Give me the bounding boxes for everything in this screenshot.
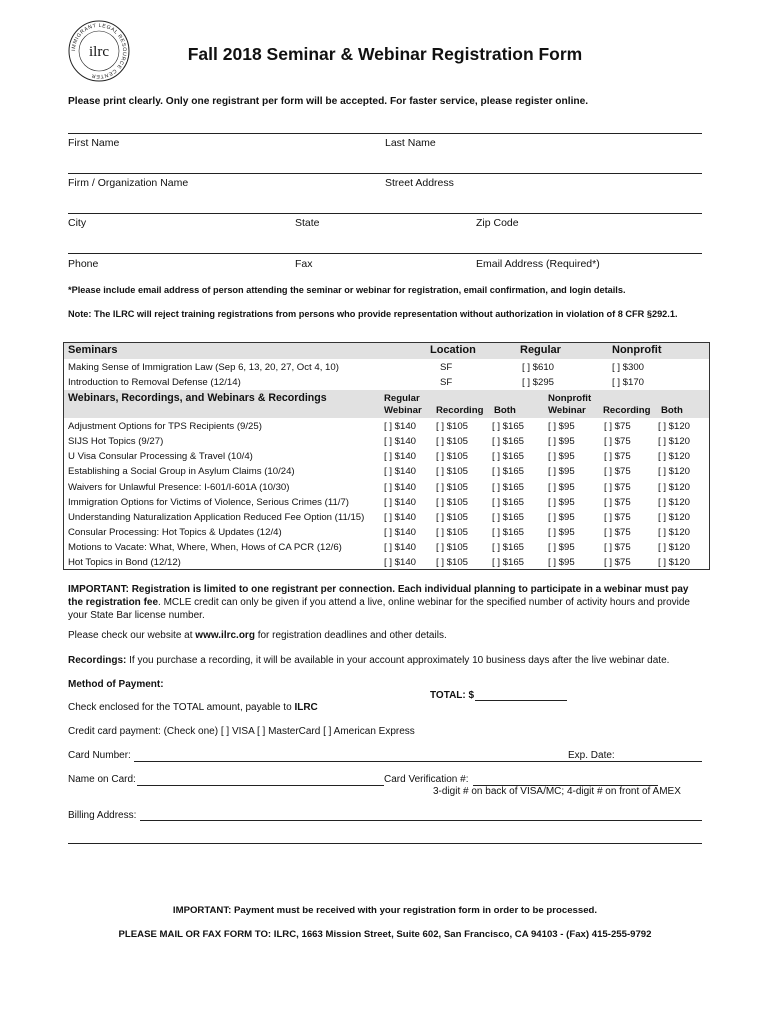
col-nonprofit: Nonprofit [612,344,662,356]
webinar-name: Understanding Naturalization Application Reduced Fee Option (11/15) [68,511,365,523]
webinar-name: Consular Processing: Hot Topics & Updates (12/4) [68,527,282,539]
seminar-regular-option[interactable]: [ ] $610 [522,362,555,373]
nonprofit-recording-option[interactable]: [ ] $75 [604,496,631,508]
regular-both-option[interactable]: [ ] $165 [492,527,525,539]
nonprofit-both-option[interactable]: [ ] $120 [658,421,691,432]
col-regular-webinar: Webinar [384,405,422,416]
nonprofit-recording-option[interactable]: [ ] $75 [604,527,631,539]
nonprofit-both-option[interactable]: [ ] $120 [658,496,691,508]
website-note-before: Please check our website at [68,630,196,641]
nonprofit-webinar-option[interactable]: [ ] $95 [548,466,575,478]
regular-webinar-option[interactable]: [ ] $140 [384,542,417,554]
nonprofit-recording-option[interactable]: [ ] $75 [604,511,631,523]
nonprofit-recording-option[interactable]: [ ] $75 [604,466,631,478]
regular-recording-option[interactable]: [ ] $105 [436,527,469,539]
nonprofit-webinar-option[interactable]: [ ] $95 [548,542,575,554]
mail-fax-instructions: PLEASE MAIL OR FAX FORM TO: ILRC, 1663 Mission Street, Suite 602, San Francisco, CA 94103 - (Fax) 415-255-9792 [118,929,652,940]
card-number-line[interactable] [134,761,702,762]
method-of-payment-label: Method of Payment: [68,679,164,690]
payment-important-note [0,905,770,916]
total-label: TOTAL: $ [430,690,475,701]
firm-label: Firm / Organization Name [68,177,189,189]
regular-both-option[interactable]: [ ] $165 [492,436,525,448]
regular-webinar-option[interactable]: [ ] $140 [384,466,417,478]
col-nonprofit-both: Both [661,405,683,416]
regular-recording-option[interactable]: [ ] $105 [436,466,469,478]
col-regular-both: Both [494,405,516,416]
nonprofit-both-option[interactable]: [ ] $120 [658,436,691,448]
nonprofit-webinar-option[interactable]: [ ] $95 [548,527,575,539]
nonprofit-webinar-option[interactable]: [ ] $95 [548,557,575,569]
nonprofit-recording-option[interactable]: [ ] $75 [604,421,631,432]
cvv-hint: 3-digit # on back of VISA/MC; 4-digit # on front of AMEX [433,786,681,797]
logo-wordmark: ilrc [89,44,109,60]
webinar-nonprofit-group: Nonprofit [548,393,592,404]
recordings-note [68,654,704,667]
regular-both-option[interactable]: [ ] $165 [492,421,525,432]
webinar-name: Waivers for Unlawful Presence: I-601/I-601A (10/30) [68,481,290,493]
nonprofit-webinar-option[interactable]: [ ] $95 [548,511,575,523]
billing-address-line-1[interactable] [140,820,702,821]
regular-webinar-option[interactable]: [ ] $140 [384,511,417,523]
website-link[interactable]: www.ilrc.org [195,630,255,641]
nonprofit-recording-option[interactable]: [ ] $75 [604,557,631,569]
nonprofit-recording-option[interactable]: [ ] $75 [604,542,631,554]
col-nonprofit-recording: Recording [603,405,651,416]
website-note [68,629,704,642]
nonprofit-recording-option[interactable]: [ ] $75 [604,481,631,493]
nonprofit-webinar-option[interactable]: [ ] $95 [548,481,575,493]
col-nonprofit-webinar: Webinar [548,405,586,416]
regular-recording-option[interactable]: [ ] $105 [436,451,469,463]
seminar-name: Making Sense of Immigration Law (Sep 6, 13, 20, 27, Oct 4, 10) [68,362,339,373]
seminar-regular-option[interactable]: [ ] $295 [522,377,555,388]
email-note: *Please include email address of person attending the seminar or webinar for registration, email confirmation, and login details. [68,285,626,295]
first-name-line[interactable] [68,133,702,134]
important-notice-rest: . MCLE credit can only be given if you attend a live, online webinar for the specified number of activity hours and provide your State Bar license number. [68,597,690,621]
card-number-label: Card Number: [68,750,131,761]
seminar-location: SF [440,362,453,373]
recordings-text: If you purchase a recording, it will be available in your account approximately 10 business days after the live webinar date. [126,655,670,666]
important-notice [68,583,704,622]
regular-both-option[interactable]: [ ] $165 [492,451,525,463]
name-on-card-line[interactable] [137,785,384,786]
zip-label: Zip Code [476,217,519,229]
street-label: Street Address [385,177,454,189]
regular-both-option[interactable]: [ ] $165 [492,542,525,554]
regular-recording-option[interactable]: [ ] $105 [436,481,469,493]
webinar-name: Motions to Vacate: What, Where, When, Hows of CA PCR (12/6) [68,542,342,554]
firm-line[interactable] [68,173,702,174]
nonprofit-recording-option[interactable]: [ ] $75 [604,436,631,448]
nonprofit-both-option[interactable]: [ ] $120 [658,466,691,478]
nonprofit-webinar-option[interactable]: [ ] $95 [548,496,575,508]
check-payment-text: Check enclosed for the TOTAL amount, payable to [68,702,295,713]
regular-both-option[interactable]: [ ] $165 [492,511,525,523]
recordings-label: Recordings: [68,655,127,666]
first-name-label: First Name [68,137,120,149]
webinar-name: Adjustment Options for TPS Recipients (9/25) [68,421,262,432]
nonprofit-both-option[interactable]: [ ] $120 [658,481,691,493]
regular-recording-option[interactable]: [ ] $105 [436,421,469,432]
credit-card-options[interactable]: Credit card payment: (Check one) [ ] VISA [ ] MasterCard [ ] American Express [68,726,415,737]
fax-label: Fax [295,258,313,270]
important-notice-bold: IMPORTANT: Registration is limited to one registrant per connection. Each individual planning to participate in a webinar must pay the registration fee [68,584,689,608]
webinar-name: Establishing a Social Group in Asylum Claims (10/24) [68,466,295,478]
seminar-nonprofit-option[interactable]: [ ] $300 [612,362,645,373]
nonprofit-both-option[interactable]: [ ] $120 [658,451,691,463]
regular-both-option[interactable]: [ ] $165 [492,466,525,478]
seminar-nonprofit-option[interactable]: [ ] $170 [612,377,645,388]
webinars-header: Webinars, Recordings, and Webinars & Recordings [68,392,327,404]
last-name-label: Last Name [385,137,436,149]
nonprofit-recording-option[interactable]: [ ] $75 [604,451,631,463]
nonprofit-webinar-option[interactable]: [ ] $95 [548,451,575,463]
exp-date-label: Exp. Date: [568,750,615,761]
col-location: Location [430,344,476,356]
regular-webinar-option[interactable]: [ ] $140 [384,496,417,508]
col-regular: Regular [520,344,561,356]
city-line[interactable] [68,213,702,214]
regular-recording-option[interactable]: [ ] $105 [436,436,469,448]
total-line[interactable] [475,700,567,701]
logo-ring-text: IMMIGRANT LEGAL RESOURCE CENTER [70,22,128,80]
regular-both-option[interactable]: [ ] $165 [492,481,525,493]
regular-recording-option[interactable]: [ ] $105 [436,511,469,523]
page-title: Fall 2018 Seminar & Webinar Registration Form [187,44,583,64]
payment-important-text: Payment must be received with your registration form in order to be processed. [231,905,598,916]
regular-recording-option[interactable]: [ ] $105 [436,542,469,554]
payment-important-label: IMPORTANT: [172,905,232,916]
billing-address-label: Billing Address: [68,810,137,821]
col-regular-recording: Recording [436,405,484,416]
seminar-location: SF [440,377,453,388]
regular-webinar-option[interactable]: [ ] $140 [384,436,417,448]
seminar-name: Introduction to Removal Defense (12/14) [68,377,241,388]
card-verification-label: Card Verification #: [384,774,469,785]
name-on-card-label: Name on Card: [68,774,136,785]
nonprofit-both-option[interactable]: [ ] $120 [658,527,691,539]
webinar-name: U Visa Consular Processing & Travel (10/4) [68,451,253,463]
city-label: City [68,217,87,229]
webinar-regular-group: Regular [384,393,420,404]
nonprofit-both-option[interactable]: [ ] $120 [658,542,691,554]
intro-instructions: Please print clearly. Only one registrant per form will be accepted. For faster service, please register online. [68,96,589,107]
webinar-name: SIJS Hot Topics (9/27) [68,436,164,448]
regular-webinar-option[interactable]: [ ] $140 [384,481,417,493]
webinar-name: Immigration Options for Victims of Violence, Serious Crimes (11/7) [68,496,349,508]
phone-line[interactable] [68,253,702,254]
regular-webinar-option[interactable]: [ ] $140 [384,557,417,569]
nonprofit-both-option[interactable]: [ ] $120 [658,557,691,569]
regular-webinar-option[interactable]: [ ] $140 [384,527,417,539]
check-payment-line [68,702,318,713]
state-label: State [295,217,320,229]
ilrc-note: Note: The ILRC will reject training registrations from persons who provide representation without authorization in violation of 8 CFR §292.1. [68,309,678,319]
seminars-header: Seminars [68,344,118,356]
nonprofit-webinar-option[interactable]: [ ] $95 [548,421,575,432]
regular-recording-option[interactable]: [ ] $105 [436,496,469,508]
billing-address-line-2[interactable] [68,843,702,844]
regular-webinar-option[interactable]: [ ] $140 [384,421,417,432]
website-note-after: for registration deadlines and other details. [254,630,447,641]
webinar-name: Hot Topics in Bond (12/12) [68,557,181,569]
regular-webinar-option[interactable]: [ ] $140 [384,451,417,463]
nonprofit-webinar-option[interactable]: [ ] $95 [548,436,575,448]
nonprofit-both-option[interactable]: [ ] $120 [658,511,691,523]
regular-both-option[interactable]: [ ] $165 [492,557,525,569]
email-label: Email Address (Required*) [476,258,600,270]
check-payee: ILRC [294,702,318,713]
phone-label: Phone [68,258,99,270]
regular-recording-option[interactable]: [ ] $105 [436,557,469,569]
regular-both-option[interactable]: [ ] $165 [492,496,525,508]
